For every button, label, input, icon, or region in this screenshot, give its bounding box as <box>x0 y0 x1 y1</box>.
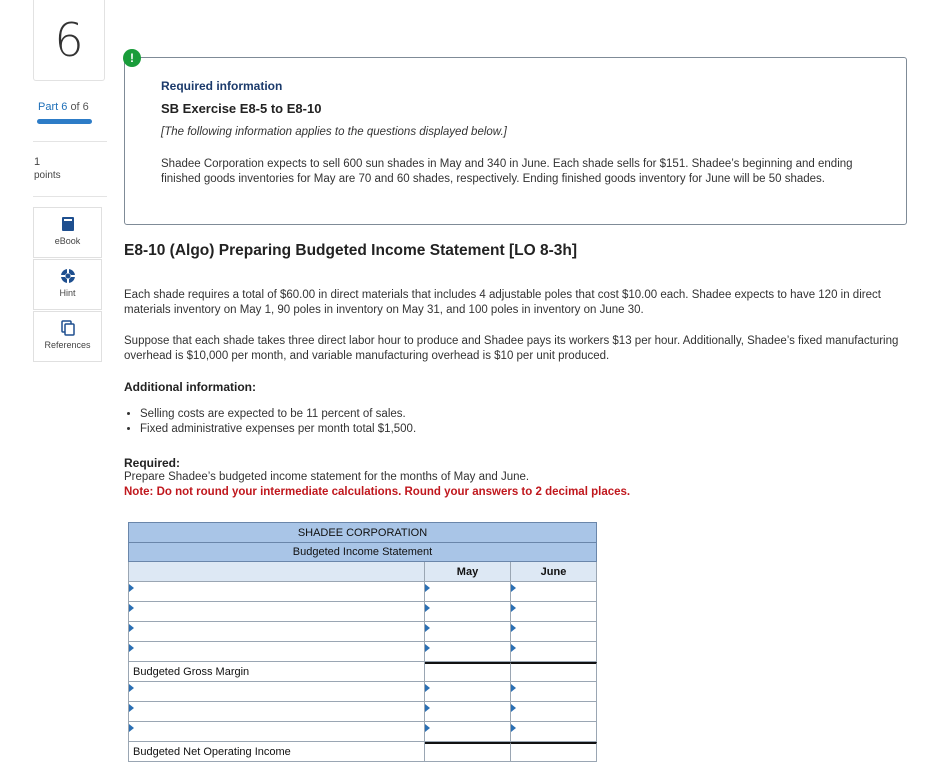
table-row <box>128 642 597 662</box>
company-name: SHADEE CORPORATION <box>128 522 597 542</box>
may-net-income-input[interactable] <box>425 742 511 762</box>
part-indicator: Part 6 of 6 <box>38 101 89 113</box>
dropdown-arrow-icon <box>129 584 134 592</box>
column-may: May <box>425 562 511 582</box>
table-row <box>128 722 597 742</box>
header-blank <box>128 562 425 582</box>
following-note: [The following information applies to the questions displayed below.] <box>161 126 507 138</box>
additional-info-list <box>126 407 416 437</box>
dropdown-arrow-icon <box>129 684 134 692</box>
may-input[interactable] <box>425 582 511 602</box>
dropdown-arrow-icon <box>129 604 134 612</box>
june-input[interactable] <box>511 702 597 722</box>
june-input[interactable] <box>511 622 597 642</box>
june-net-income-input[interactable] <box>511 742 597 762</box>
input-arrow-icon <box>511 584 516 592</box>
may-input[interactable] <box>425 602 511 622</box>
required-heading: Required: <box>124 456 181 470</box>
june-input[interactable] <box>511 602 597 622</box>
alert-icon: ! <box>123 49 141 67</box>
input-arrow-icon <box>511 684 516 692</box>
may-input[interactable] <box>425 722 511 742</box>
input-arrow-icon <box>425 724 430 732</box>
input-arrow-icon <box>511 644 516 652</box>
label-dropdown[interactable] <box>128 602 425 622</box>
june-input[interactable] <box>511 682 597 702</box>
input-arrow-icon <box>425 604 430 612</box>
additional-info-heading: Additional information: <box>124 380 256 394</box>
input-arrow-icon <box>511 624 516 632</box>
table-row <box>128 682 597 702</box>
label-dropdown[interactable] <box>128 702 425 722</box>
list-item: • Fixed administrative expenses per month total $1,500. <box>140 422 416 437</box>
net-income-label: Budgeted Net Operating Income <box>128 742 425 762</box>
june-gross-margin-input[interactable] <box>511 662 597 682</box>
required-text: Prepare Shadee’s budgeted income statement for the months of May and June. <box>124 471 530 483</box>
references-button[interactable] <box>33 311 102 362</box>
dropdown-arrow-icon <box>129 724 134 732</box>
divider <box>33 196 107 197</box>
book-icon <box>60 216 76 232</box>
may-input[interactable] <box>425 682 511 702</box>
label-dropdown[interactable] <box>128 622 425 642</box>
ebook-button[interactable] <box>33 207 102 258</box>
rounding-note: Note: Do not round your intermediate calculations. Round your answers to 2 decimal places. <box>124 486 631 498</box>
net-operating-income-row <box>128 742 597 762</box>
dropdown-arrow-icon <box>129 704 134 712</box>
table-row <box>128 622 597 642</box>
may-input[interactable] <box>425 622 511 642</box>
problem-paragraph-2: Suppose that each shade takes three direct labor hour to produce and Shadee pays its workers $13 per hour. Additionally, Shadee’s fixed manufacturing overhead is $10,000 per month, and variable manufacturing overhead is $10 per unit produced. <box>124 335 899 362</box>
input-arrow-icon <box>425 644 430 652</box>
points-label: points <box>34 170 61 181</box>
table-row <box>128 702 597 722</box>
dropdown-arrow-icon <box>129 644 134 652</box>
input-arrow-icon <box>425 584 430 592</box>
label-dropdown[interactable] <box>128 722 425 742</box>
list-item: • Selling costs are expected to be 11 percent of sales. <box>140 407 416 422</box>
column-header-row <box>128 562 597 582</box>
input-arrow-icon <box>425 684 430 692</box>
references-label: References <box>44 340 91 350</box>
input-arrow-icon <box>425 624 430 632</box>
lifebuoy-icon <box>60 268 76 284</box>
column-june: June <box>511 562 597 582</box>
input-arrow-icon <box>511 704 516 712</box>
hint-label: Hint <box>59 288 76 298</box>
divider <box>33 141 107 142</box>
required-information-heading: Required information <box>161 79 283 93</box>
may-input[interactable] <box>425 642 511 662</box>
statement-name: Budgeted Income Statement <box>128 542 597 562</box>
part-progress-bar <box>37 119 92 124</box>
june-input[interactable] <box>511 722 597 742</box>
problem-paragraph-1: Each shade requires a total of $60.00 in direct materials that includes 4 adjustable poles that cost $10.00 each. Shadee expects to have 120 in direct materials inventory on May 1, 90 poles in inventory on May 31, and 100 poles in inventory on June 30. <box>124 289 881 316</box>
input-arrow-icon <box>425 704 430 712</box>
june-input[interactable] <box>511 582 597 602</box>
question-number: 6 <box>33 0 105 81</box>
gross-margin-row <box>128 662 597 682</box>
dropdown-arrow-icon <box>129 624 134 632</box>
hint-button[interactable] <box>33 259 102 310</box>
label-dropdown[interactable] <box>128 642 425 662</box>
problem-title: E8-10 (Algo) Preparing Budgeted Income Statement [LO 8-3h] <box>124 242 578 259</box>
table-row <box>128 582 597 602</box>
input-arrow-icon <box>511 604 516 612</box>
documents-icon <box>60 320 76 336</box>
input-arrow-icon <box>511 724 516 732</box>
may-input[interactable] <box>425 702 511 722</box>
may-gross-margin-input[interactable] <box>425 662 511 682</box>
points-value: 1 <box>34 156 41 168</box>
exercise-title: SB Exercise E8-5 to E8-10 <box>161 101 322 116</box>
gross-margin-label: Budgeted Gross Margin <box>128 662 425 682</box>
label-dropdown[interactable] <box>128 682 425 702</box>
table-row <box>128 602 597 622</box>
scenario-text: Shadee Corporation expects to sell 600 sun shades in May and 340 in June. Each shade sells for $151. Shadee’s beginning and ending finished goods inventories for May are 70 and 60 shades, respectively. Ending finished goods inventory for June will be 50 shades. <box>161 158 853 185</box>
ebook-label: eBook <box>54 236 81 246</box>
label-dropdown[interactable] <box>128 582 425 602</box>
income-statement-table <box>128 522 597 762</box>
june-input[interactable] <box>511 642 597 662</box>
